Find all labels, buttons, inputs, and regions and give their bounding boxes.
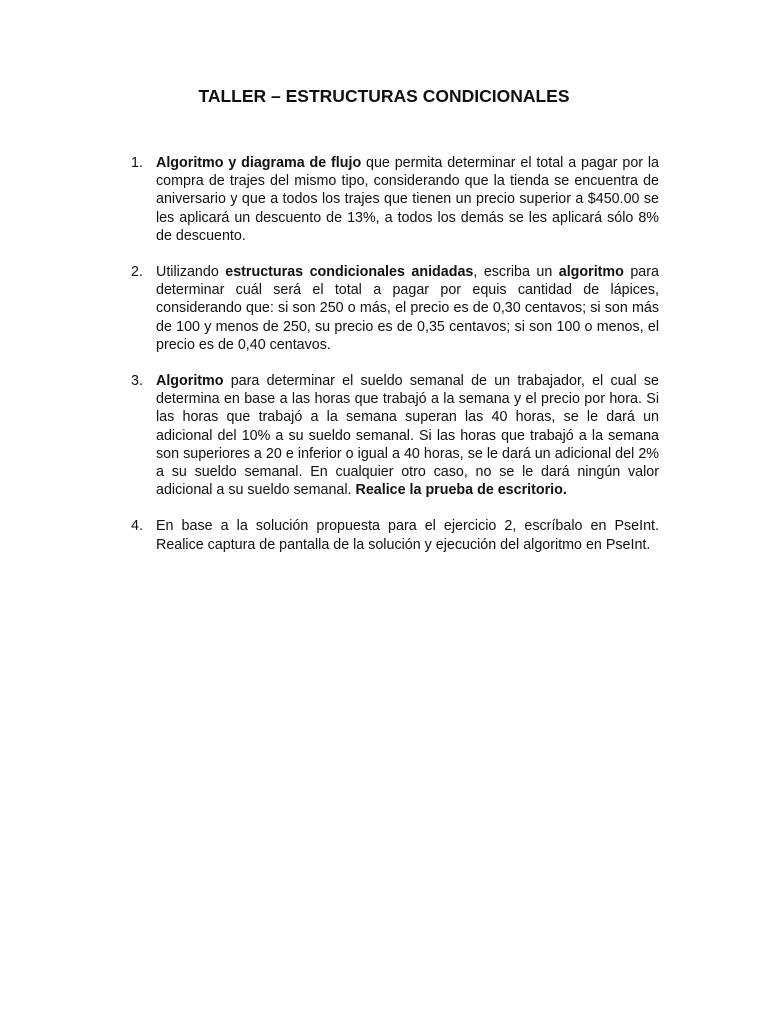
list-item	[131, 517, 659, 553]
item-text-bold: Algoritmo	[156, 373, 224, 390]
item-number: 1.	[131, 155, 143, 171]
page-title: TALLER – ESTRUCTURAS CONDICIONALES	[198, 86, 570, 106]
item-number: 4.	[131, 518, 143, 535]
item-text: para determinar el sueldo semanal de un trabajador, el cual se determina en base a las horas que trabajó a la semana y el precio por hora. Si las horas que trabajó a la semana superan las 40 horas, se le dará un adicional del 10% a su sueldo semanal. Si las horas que trabajó a la semana son superiores a 20 e inferior o igual a 40 horas, se le dará un adicional del 2% a su sueldo semanal. En cualquier otro caso, no se le dará ningún valor adicional a su sueldo semanal.	[156, 373, 659, 499]
item-text-bold: estructuras condicionales anidadas	[225, 264, 474, 281]
item-text: , escriba un	[473, 264, 559, 281]
list-item	[131, 263, 659, 354]
item-text-bold: algoritmo	[558, 264, 624, 281]
exercise-list	[131, 154, 659, 572]
item-number: 2.	[131, 264, 143, 281]
item-text: En base a la solución propuesta para el ejercicio 2, escríbalo en PseInt. Realice captura de pantalla de la solución y ejecución del algoritmo en PseInt.	[156, 518, 659, 553]
item-number: 3.	[131, 373, 143, 390]
list-item	[131, 372, 659, 499]
item-text: que permita determinar el total a pagar por la compra de trajes del mismo tipo, considerando que la tienda se encuentra de aniversario y que a todos los trajes que tienen un precio superior a $450.00 se les aplicará un descuento de 13%, a todos los demás se les aplicará sólo 8% de descuento.	[156, 155, 659, 244]
item-text-bold: Realice la prueba de escritorio.	[355, 482, 567, 499]
item-text-bold: Algoritmo y diagrama de flujo	[156, 155, 362, 171]
item-text: para determinar cuál será el total a pagar por equis cantidad de lápices, considerando que: si son 250 o más, el precio es de 0,30 centavos; si son más de 100 y menos de 250, su precio es de 0,35 centavos; si son 100 o menos, el precio es de 0,40 centavos.	[156, 264, 659, 353]
list-item	[131, 154, 659, 245]
item-text: Utilizando	[156, 264, 226, 281]
